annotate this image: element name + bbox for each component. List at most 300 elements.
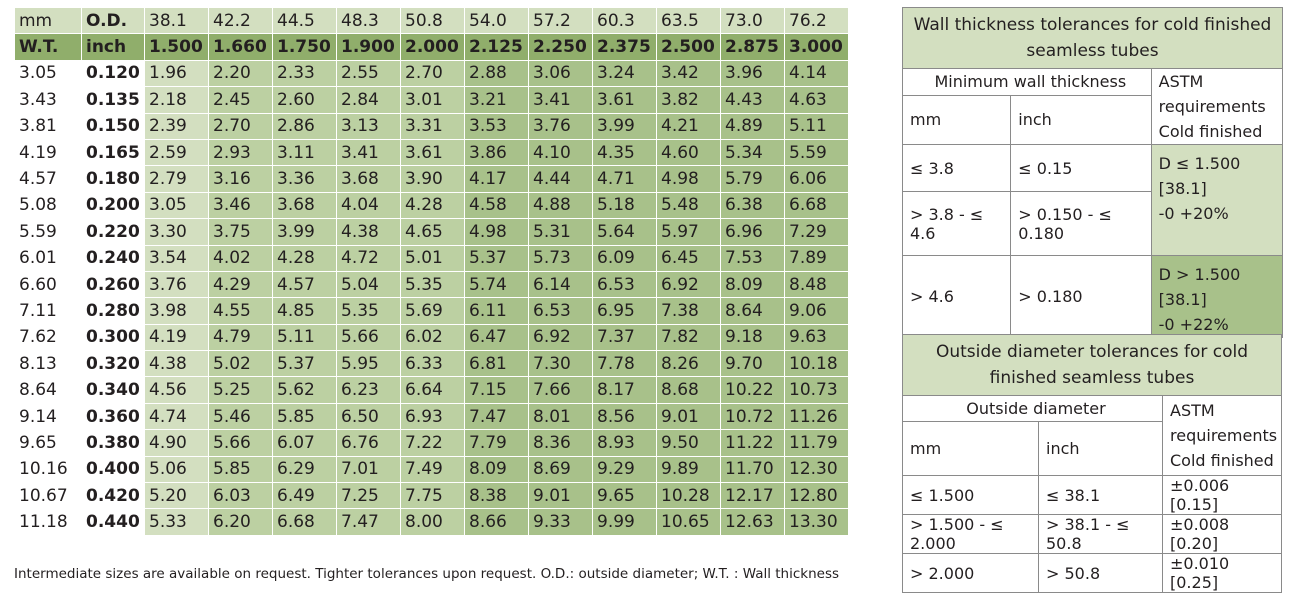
weight-cell: 7.01	[337, 456, 401, 482]
od-row-inch: > 38.1 - ≤ 50.8	[1039, 515, 1163, 554]
wt-inch-cell: 0.320	[82, 351, 145, 377]
weight-cell: 10.73	[785, 377, 849, 403]
weight-cell: 5.62	[273, 377, 337, 403]
wt-inch-cell: 0.135	[82, 87, 145, 113]
weight-cell: 9.18	[721, 324, 785, 350]
weight-cell: 6.50	[337, 403, 401, 429]
footnote: Intermediate sizes are available on request. Tighter tolerances upon request. O.D.: outside diameter; W.T. : Wall thickness	[14, 566, 840, 582]
weight-cell: 8.17	[593, 377, 657, 403]
weight-cell: 6.23	[337, 377, 401, 403]
weight-cell: 6.93	[401, 403, 465, 429]
wt-inch-cell: 0.300	[82, 324, 145, 350]
wall-req-1-line1: D ≤ 1.500	[1158, 154, 1241, 173]
weight-cell: 6.33	[401, 351, 465, 377]
weight-cell: 9.06	[785, 298, 849, 324]
wall-req-1-line3: -0 +20%	[1158, 204, 1229, 223]
weight-cell: 2.84	[337, 87, 401, 113]
weight-cell: 5.64	[593, 219, 657, 245]
weight-cell: 7.29	[785, 219, 849, 245]
weight-cell: 6.14	[529, 271, 593, 297]
wt-mm-cell: 3.43	[15, 87, 82, 113]
weight-cell: 2.33	[273, 60, 337, 86]
od-inch-cell: 1.750	[273, 34, 337, 60]
weight-cell: 3.05	[145, 192, 209, 218]
od-row-inch: > 50.8	[1039, 554, 1163, 593]
weight-cell: 11.70	[721, 456, 785, 482]
weight-cell: 3.75	[209, 219, 273, 245]
weight-cell: 8.69	[529, 456, 593, 482]
od-mm-cell: 44.5	[273, 8, 337, 34]
weight-cell: 6.06	[785, 166, 849, 192]
table-row	[15, 139, 849, 165]
weight-cell: 3.90	[401, 166, 465, 192]
weight-cell: 3.82	[657, 87, 721, 113]
od-row-req: ±0.006 [0.15]	[1163, 476, 1282, 515]
wall-req-2	[1151, 256, 1282, 338]
weight-cell: 7.75	[401, 483, 465, 509]
weight-cell: 8.09	[721, 271, 785, 297]
table-row	[15, 430, 849, 456]
weight-cell: 4.04	[337, 192, 401, 218]
wall-row-mm: ≤ 3.8	[903, 145, 1011, 192]
weight-cell: 8.56	[593, 403, 657, 429]
wall-table-title: Wall thickness tolerances for cold finished seamless tubes	[903, 8, 1283, 69]
header-wt: W.T.	[15, 34, 82, 60]
col-mm-header: mm	[903, 95, 1011, 144]
weight-cell: 8.68	[657, 377, 721, 403]
weight-cell: 4.28	[273, 245, 337, 271]
weight-cell: 7.15	[465, 377, 529, 403]
od-col-inch-header: inch	[1039, 422, 1163, 476]
table-row	[15, 113, 849, 139]
weight-cell: 5.11	[273, 324, 337, 350]
weight-cell: 3.68	[337, 166, 401, 192]
wall-row-mm: > 3.8 - ≤ 4.6	[903, 192, 1011, 256]
wt-mm-cell: 3.81	[15, 113, 82, 139]
weight-cell: 3.01	[401, 87, 465, 113]
weight-cell: 5.18	[593, 192, 657, 218]
weight-cell: 9.29	[593, 456, 657, 482]
weight-cell: 6.20	[209, 509, 273, 535]
weight-cell: 3.76	[145, 271, 209, 297]
weight-cell: 6.64	[401, 377, 465, 403]
wt-mm-cell: 7.62	[15, 324, 82, 350]
weight-cell: 6.49	[273, 483, 337, 509]
weight-cell: 7.49	[401, 456, 465, 482]
weight-cell: 7.79	[465, 430, 529, 456]
wt-mm-cell: 10.67	[15, 483, 82, 509]
weight-cell: 8.64	[721, 298, 785, 324]
table-row	[15, 166, 849, 192]
weight-cell: 2.93	[209, 139, 273, 165]
weight-cell: 2.86	[273, 113, 337, 139]
weight-cell: 5.95	[337, 351, 401, 377]
weight-cell: 3.06	[529, 60, 593, 86]
weight-cell: 3.99	[593, 113, 657, 139]
header-row-od-inch	[15, 34, 849, 60]
od-mm-cell: 60.3	[593, 8, 657, 34]
weight-cell: 7.25	[337, 483, 401, 509]
table-row	[15, 219, 849, 245]
weight-cell: 5.20	[145, 483, 209, 509]
weight-cell: 5.69	[401, 298, 465, 324]
weight-cell: 7.37	[593, 324, 657, 350]
table-row	[15, 87, 849, 113]
weight-cell: 2.79	[145, 166, 209, 192]
weight-cell: 7.53	[721, 245, 785, 271]
od-mm-cell: 63.5	[657, 8, 721, 34]
weight-cell: 4.56	[145, 377, 209, 403]
weight-cell: 2.88	[465, 60, 529, 86]
weight-cell: 8.00	[401, 509, 465, 535]
weight-cell: 2.70	[401, 60, 465, 86]
table-row	[15, 298, 849, 324]
wt-inch-cell: 0.200	[82, 192, 145, 218]
weight-cell: 5.06	[145, 456, 209, 482]
wt-inch-cell: 0.380	[82, 430, 145, 456]
wt-inch-cell: 0.165	[82, 139, 145, 165]
weight-cell: 4.63	[785, 87, 849, 113]
weight-cell: 5.74	[465, 271, 529, 297]
weight-cell: 7.30	[529, 351, 593, 377]
table-row	[15, 483, 849, 509]
weight-cell: 6.92	[657, 271, 721, 297]
dimension-table	[14, 7, 849, 536]
weight-cell: 6.03	[209, 483, 273, 509]
weight-cell: 3.36	[273, 166, 337, 192]
od-inch-cell: 2.375	[593, 34, 657, 60]
od-inch-cell: 2.125	[465, 34, 529, 60]
weight-cell: 8.09	[465, 456, 529, 482]
weight-cell: 3.30	[145, 219, 209, 245]
weight-cell: 5.73	[529, 245, 593, 271]
wt-mm-cell: 5.08	[15, 192, 82, 218]
weight-cell: 3.41	[529, 87, 593, 113]
weight-cell: 3.53	[465, 113, 529, 139]
od-mm-cell: 57.2	[529, 8, 593, 34]
weight-cell: 5.34	[721, 139, 785, 165]
weight-cell: 4.02	[209, 245, 273, 271]
weight-cell: 9.70	[721, 351, 785, 377]
weight-cell: 3.16	[209, 166, 273, 192]
weight-cell: 4.57	[273, 271, 337, 297]
weight-cell: 5.35	[337, 298, 401, 324]
wt-mm-cell: 8.13	[15, 351, 82, 377]
wt-inch-cell: 0.240	[82, 245, 145, 271]
od-mm-cell: 73.0	[721, 8, 785, 34]
wt-inch-cell: 0.360	[82, 403, 145, 429]
col-inch-header: inch	[1011, 95, 1151, 144]
wt-mm-cell: 6.01	[15, 245, 82, 271]
weight-cell: 7.38	[657, 298, 721, 324]
weight-cell: 5.01	[401, 245, 465, 271]
wall-thickness-tolerance-table	[902, 7, 1283, 338]
table-row	[15, 403, 849, 429]
table-row	[15, 271, 849, 297]
od-table-title: Outside diameter tolerances for cold finished seamless tubes	[903, 335, 1282, 396]
weight-cell: 8.48	[785, 271, 849, 297]
weight-cell: 9.01	[657, 403, 721, 429]
weight-cell: 4.55	[209, 298, 273, 324]
od-inch-cell: 2.875	[721, 34, 785, 60]
weight-cell: 5.85	[209, 456, 273, 482]
weight-cell: 4.35	[593, 139, 657, 165]
weight-cell: 6.81	[465, 351, 529, 377]
weight-cell: 4.89	[721, 113, 785, 139]
weight-cell: 8.93	[593, 430, 657, 456]
od-inch-cell: 3.000	[785, 34, 849, 60]
weight-cell: 5.11	[785, 113, 849, 139]
weight-cell: 5.02	[209, 351, 273, 377]
weight-cell: 10.22	[721, 377, 785, 403]
od-inch-cell: 1.660	[209, 34, 273, 60]
weight-cell: 12.63	[721, 509, 785, 535]
weight-cell: 3.46	[209, 192, 273, 218]
od-row-inch: ≤ 38.1	[1039, 476, 1163, 515]
table-row	[15, 456, 849, 482]
od-row-mm: ≤ 1.500	[903, 476, 1039, 515]
min-wall-header: Minimum wall thickness	[903, 69, 1152, 96]
weight-cell: 7.89	[785, 245, 849, 271]
weight-cell: 3.86	[465, 139, 529, 165]
wall-req-1-line2: [38.1]	[1158, 179, 1207, 198]
wt-inch-cell: 0.220	[82, 219, 145, 245]
header-row-od-mm	[15, 8, 849, 34]
weight-cell: 5.97	[657, 219, 721, 245]
weight-cell: 10.72	[721, 403, 785, 429]
weight-cell: 4.60	[657, 139, 721, 165]
weight-cell: 3.68	[273, 192, 337, 218]
weight-cell: 6.68	[785, 192, 849, 218]
weight-cell: 3.61	[401, 139, 465, 165]
weight-cell: 9.99	[593, 509, 657, 535]
weight-cell: 6.02	[401, 324, 465, 350]
wt-inch-cell: 0.180	[82, 166, 145, 192]
weight-cell: 6.38	[721, 192, 785, 218]
weight-cell: 4.98	[465, 219, 529, 245]
wt-mm-cell: 5.59	[15, 219, 82, 245]
wt-inch-cell: 0.260	[82, 271, 145, 297]
weight-cell: 3.13	[337, 113, 401, 139]
weight-cell: 2.59	[145, 139, 209, 165]
weight-cell: 10.65	[657, 509, 721, 535]
wall-row-inch: ≤ 0.15	[1011, 145, 1151, 192]
weight-cell: 3.41	[337, 139, 401, 165]
weight-cell: 2.39	[145, 113, 209, 139]
weight-cell: 8.26	[657, 351, 721, 377]
weight-cell: 5.66	[337, 324, 401, 350]
weight-cell: 4.38	[337, 219, 401, 245]
weight-cell: 6.95	[593, 298, 657, 324]
wt-inch-cell: 0.440	[82, 509, 145, 535]
wt-mm-cell: 10.16	[15, 456, 82, 482]
weight-cell: 2.70	[209, 113, 273, 139]
wt-mm-cell: 7.11	[15, 298, 82, 324]
weight-cell: 3.99	[273, 219, 337, 245]
header-od: O.D.	[82, 8, 145, 34]
od-mm-cell: 50.8	[401, 8, 465, 34]
od-col-mm-header: mm	[903, 422, 1039, 476]
weight-cell: 3.61	[593, 87, 657, 113]
weight-cell: 7.47	[465, 403, 529, 429]
weight-cell: 3.11	[273, 139, 337, 165]
astm-header: ASTM requirements Cold finished	[1151, 69, 1282, 145]
wt-mm-cell: 4.57	[15, 166, 82, 192]
weight-cell: 4.17	[465, 166, 529, 192]
wall-row-inch: > 0.150 - ≤ 0.180	[1011, 192, 1151, 256]
od-inch-cell: 1.500	[145, 34, 209, 60]
wt-mm-cell: 9.65	[15, 430, 82, 456]
weight-cell: 5.48	[657, 192, 721, 218]
weight-cell: 6.47	[465, 324, 529, 350]
weight-cell: 5.37	[273, 351, 337, 377]
weight-cell: 6.68	[273, 509, 337, 535]
od-header: Outside diameter	[903, 396, 1163, 422]
wt-mm-cell: 4.19	[15, 139, 82, 165]
weight-cell: 5.79	[721, 166, 785, 192]
weight-cell: 6.09	[593, 245, 657, 271]
weight-cell: 6.07	[273, 430, 337, 456]
weight-cell: 9.50	[657, 430, 721, 456]
od-inch-cell: 1.900	[337, 34, 401, 60]
weight-cell: 5.04	[337, 271, 401, 297]
od-mm-cell: 76.2	[785, 8, 849, 34]
wt-inch-cell: 0.400	[82, 456, 145, 482]
weight-cell: 6.92	[529, 324, 593, 350]
weight-cell: 10.28	[657, 483, 721, 509]
weight-cell: 4.65	[401, 219, 465, 245]
weight-cell: 3.54	[145, 245, 209, 271]
weight-cell: 4.14	[785, 60, 849, 86]
weight-cell: 3.98	[145, 298, 209, 324]
weight-cell: 8.66	[465, 509, 529, 535]
weight-cell: 11.22	[721, 430, 785, 456]
wt-mm-cell: 9.14	[15, 403, 82, 429]
weight-cell: 2.18	[145, 87, 209, 113]
weight-cell: 4.79	[209, 324, 273, 350]
od-inch-cell: 2.000	[401, 34, 465, 60]
weight-cell: 4.38	[145, 351, 209, 377]
weight-cell: 5.35	[401, 271, 465, 297]
weight-cell: 9.33	[529, 509, 593, 535]
weight-cell: 12.80	[785, 483, 849, 509]
od-mm-cell: 48.3	[337, 8, 401, 34]
weight-cell: 11.26	[785, 403, 849, 429]
wt-inch-cell: 0.340	[82, 377, 145, 403]
weight-cell: 5.37	[465, 245, 529, 271]
wt-inch-cell: 0.120	[82, 60, 145, 86]
weight-cell: 3.76	[529, 113, 593, 139]
weight-cell: 8.38	[465, 483, 529, 509]
weight-cell: 7.47	[337, 509, 401, 535]
od-inch-cell: 2.500	[657, 34, 721, 60]
weight-cell: 6.53	[593, 271, 657, 297]
table-row	[15, 245, 849, 271]
weight-cell: 8.01	[529, 403, 593, 429]
wall-row-mm: > 4.6	[903, 256, 1011, 338]
od-row-mm: > 1.500 - ≤ 2.000	[903, 515, 1039, 554]
weight-cell: 4.43	[721, 87, 785, 113]
weight-cell: 2.60	[273, 87, 337, 113]
od-row-req: ±0.008 [0.20]	[1163, 515, 1282, 554]
weight-cell: 2.45	[209, 87, 273, 113]
wt-mm-cell: 11.18	[15, 509, 82, 535]
od-row-req: ±0.010 [0.25]	[1163, 554, 1282, 593]
weight-cell: 6.53	[529, 298, 593, 324]
wall-req-2-line3: -0 +22%	[1158, 315, 1229, 334]
wall-req-2-line1: D > 1.500	[1158, 265, 1241, 284]
weight-cell: 5.66	[209, 430, 273, 456]
weight-cell: 9.01	[529, 483, 593, 509]
wt-inch-cell: 0.280	[82, 298, 145, 324]
weight-cell: 11.79	[785, 430, 849, 456]
table-row	[15, 324, 849, 350]
weight-cell: 12.17	[721, 483, 785, 509]
weight-cell: 3.21	[465, 87, 529, 113]
weight-cell: 4.10	[529, 139, 593, 165]
weight-cell: 4.98	[657, 166, 721, 192]
weight-cell: 4.58	[465, 192, 529, 218]
weight-cell: 6.45	[657, 245, 721, 271]
weight-cell: 12.30	[785, 456, 849, 482]
weight-cell: 4.29	[209, 271, 273, 297]
weight-cell: 9.65	[593, 483, 657, 509]
weight-cell: 4.88	[529, 192, 593, 218]
weight-cell: 7.22	[401, 430, 465, 456]
table-row	[15, 377, 849, 403]
weight-cell: 4.74	[145, 403, 209, 429]
table-row	[15, 509, 849, 535]
wt-inch-cell: 0.150	[82, 113, 145, 139]
weight-cell: 8.36	[529, 430, 593, 456]
weight-cell: 4.90	[145, 430, 209, 456]
wt-mm-cell: 6.60	[15, 271, 82, 297]
weight-cell: 4.85	[273, 298, 337, 324]
od-mm-cell: 42.2	[209, 8, 273, 34]
weight-cell: 7.82	[657, 324, 721, 350]
od-astm-header: ASTM requirements Cold finished	[1163, 396, 1282, 476]
header-inch: inch	[82, 34, 145, 60]
weight-cell: 10.18	[785, 351, 849, 377]
od-mm-cell: 54.0	[465, 8, 529, 34]
weight-cell: 6.11	[465, 298, 529, 324]
weight-cell: 2.20	[209, 60, 273, 86]
weight-cell: 6.29	[273, 456, 337, 482]
weight-cell: 5.85	[273, 403, 337, 429]
outside-diameter-tolerance-table	[902, 334, 1282, 593]
header-mm: mm	[15, 8, 82, 34]
weight-cell: 4.71	[593, 166, 657, 192]
weight-cell: 13.30	[785, 509, 849, 535]
od-inch-cell: 2.250	[529, 34, 593, 60]
wt-mm-cell: 3.05	[15, 60, 82, 86]
weight-cell: 3.42	[657, 60, 721, 86]
weight-cell: 4.72	[337, 245, 401, 271]
weight-cell: 9.89	[657, 456, 721, 482]
weight-cell: 6.96	[721, 219, 785, 245]
weight-cell: 3.96	[721, 60, 785, 86]
table-row	[15, 192, 849, 218]
weight-cell: 4.19	[145, 324, 209, 350]
weight-cell: 5.59	[785, 139, 849, 165]
wall-req-2-line2: [38.1]	[1158, 290, 1207, 309]
wall-row-inch: > 0.180	[1011, 256, 1151, 338]
weight-cell: 5.31	[529, 219, 593, 245]
weight-cell: 4.44	[529, 166, 593, 192]
weight-cell: 5.25	[209, 377, 273, 403]
od-row-mm: > 2.000	[903, 554, 1039, 593]
weight-cell: 2.55	[337, 60, 401, 86]
